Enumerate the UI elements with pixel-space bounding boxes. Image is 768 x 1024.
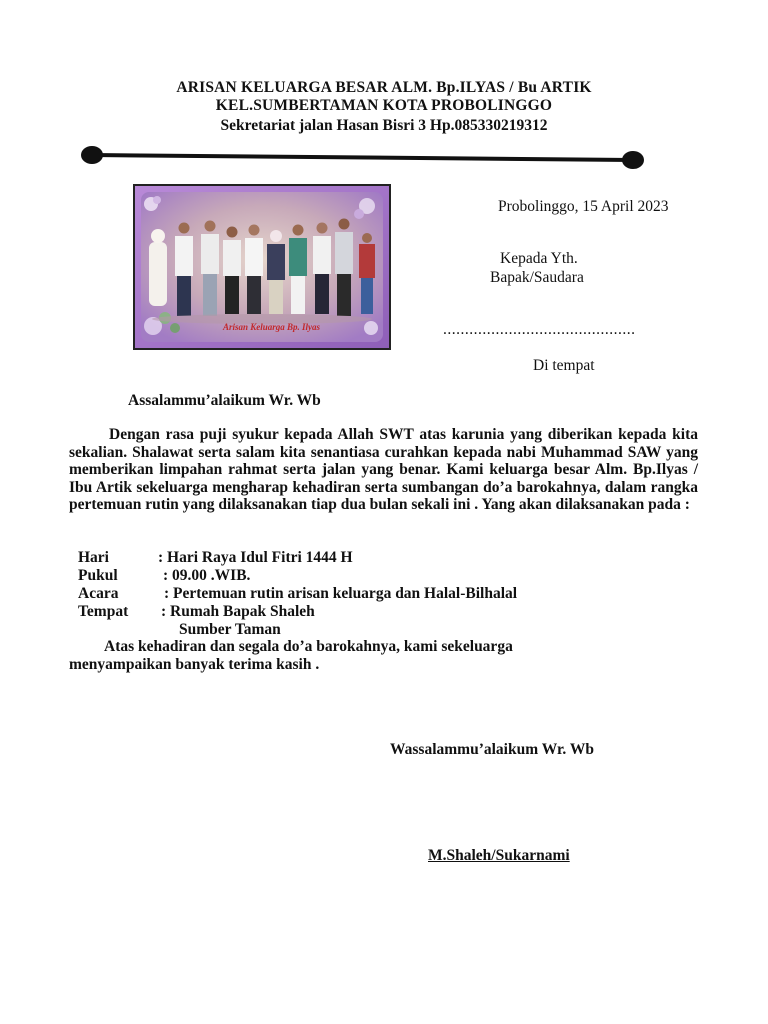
body-paragraph-intro <box>69 426 698 514</box>
body-paragraph-intro-text: Dengan rasa puji syukur kepada Allah SWT atas karunia yang diberikan kepada kita sekalian. Shalawat serta salam kita senantiasa curahkan kepada nabi Muhammad SAW yang memberikan limpahan rahmat serta jalan yang benar. Kami keluarga besar Alm. Bp.Ilyas / Ibu Artik sekeluarga mengharap kehadiran serta sumbangan do’a barokahnya, dalam rangka pertemuan rutin yang dilaksanakan tiap dua bulan sekali ini . Yang akan dilaksanakan pada : <box>69 426 698 514</box>
closing-greeting: Wassalammu’alaikum Wr. Wb <box>390 741 594 758</box>
letter-date: Probolinggo, 15 April 2023 <box>498 198 669 215</box>
detail-value-event: : Pertemuan rutin arisan keluarga dan Halal-Bilhalal <box>164 585 518 602</box>
letterhead-divider <box>78 144 650 174</box>
detail-value-place-continued: Sumber Taman <box>179 621 281 638</box>
detail-value-day: : Hari Raya Idul Fitri 1444 H <box>158 549 353 566</box>
letterhead-title: ARISAN KELUARGA BESAR ALM. Bp.ILYAS / Bu ARTIK <box>176 79 592 96</box>
body-paragraph-thanks-text: Atas kehadiran dan segala do’a barokahnya, kami sekeluarga menyampaikan banyak terima kasih . <box>69 638 513 673</box>
letterhead-secretariat: Sekretariat jalan Hasan Bisri 3 Hp.085330219312 <box>220 117 548 134</box>
recipient-name: Bapak/Saudara <box>490 269 584 286</box>
detail-label-day: Hari <box>78 549 109 566</box>
body-paragraph-thanks <box>69 638 589 673</box>
letterhead-address: KEL.SUMBERTAMAN KOTA PROBOLINGGO <box>215 97 553 114</box>
family-photo <box>133 184 391 350</box>
recipient-to: Kepada Yth. <box>500 250 578 267</box>
detail-value-time: : 09.00 .WIB. <box>163 567 251 584</box>
detail-label-time: Pukul <box>78 567 118 584</box>
opening-greeting: Assalammu’alaikum Wr. Wb <box>128 392 321 409</box>
detail-value-place: : Rumah Bapak Shaleh <box>161 603 315 620</box>
detail-label-place: Tempat <box>78 603 129 620</box>
recipient-place: Di tempat <box>533 357 595 374</box>
recipient-blank: ............................................ <box>443 321 636 338</box>
photo-caption: Arisan Keluarga Bp. Ilyas <box>223 322 321 332</box>
signature-name: M.Shaleh/Sukarnami <box>428 847 570 864</box>
detail-label-event: Acara <box>78 585 119 602</box>
